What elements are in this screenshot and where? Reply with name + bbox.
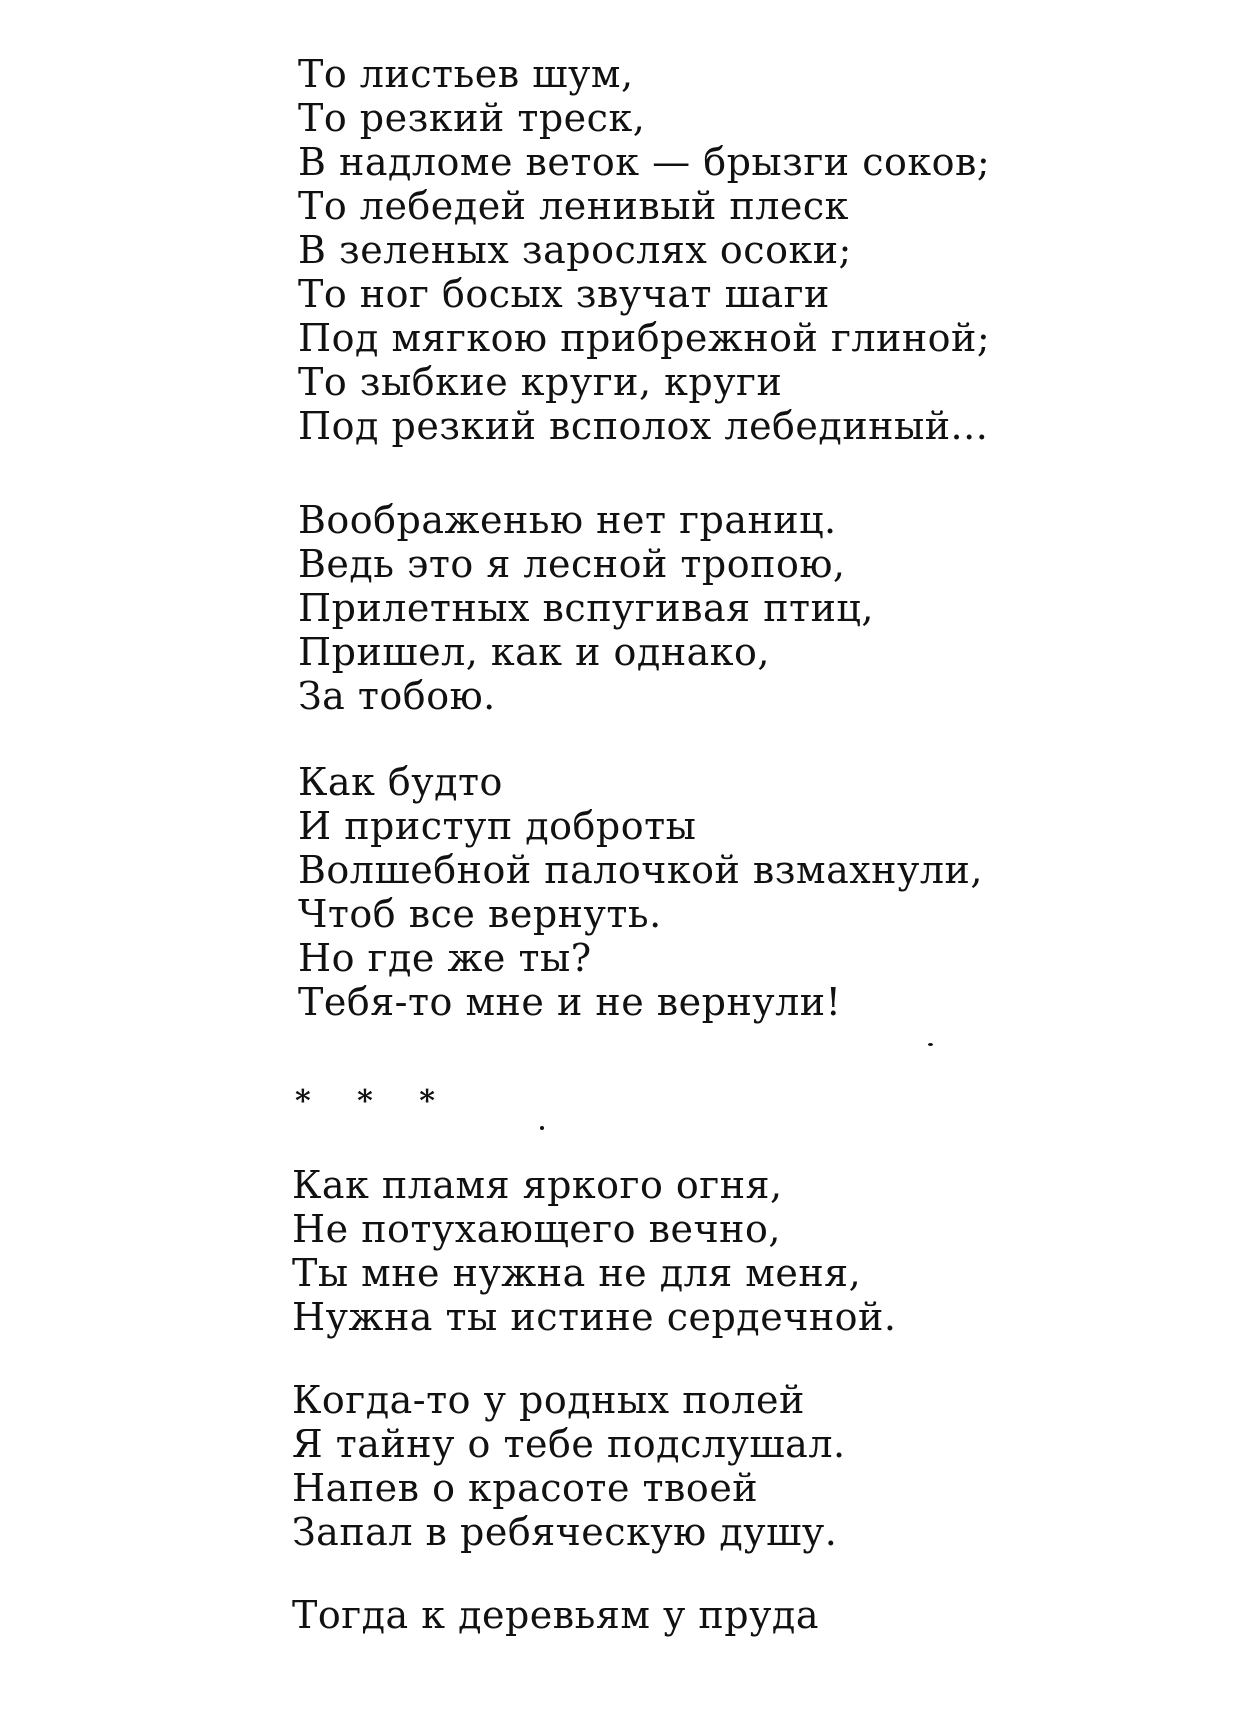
poem-line: То резкий треск, xyxy=(298,96,646,140)
poem-line: То ног босых звучат шаги xyxy=(298,272,830,316)
stanza-1 xyxy=(298,52,990,448)
poem-line: То зыбкие круги, круги xyxy=(298,360,783,404)
poem-line: То лебедей ленивый плеск xyxy=(298,184,849,228)
print-speck xyxy=(540,1126,544,1130)
poem-line: Ведь это я лесной тропою, xyxy=(298,542,846,586)
stanza-5 xyxy=(292,1378,846,1554)
poem-line: Тогда к деревьям у пруда xyxy=(292,1593,819,1637)
poem-line: Чтоб все вернуть. xyxy=(298,892,662,936)
poem-line: Тебя-то мне и не вернули! xyxy=(298,980,842,1024)
stanza-3 xyxy=(298,760,983,1024)
poem-line: Запал в ребяческую душу. xyxy=(292,1510,838,1554)
poem-line: Не потухающего вечно, xyxy=(292,1207,781,1251)
stanza-6 xyxy=(292,1593,819,1637)
poem-line: Пришел, как и однако, xyxy=(298,630,771,674)
poem-line: И приступ доброты xyxy=(298,804,697,848)
poem-line: То листьев шум, xyxy=(298,52,634,96)
stanza-2 xyxy=(298,498,874,718)
section-separator: * * * xyxy=(295,1084,453,1119)
poem-line: Как пламя яркого огня, xyxy=(292,1163,783,1207)
poem-line: В надломе веток — брызги соков; xyxy=(298,140,991,184)
poem-line: Волшебной палочкой взмахнули, xyxy=(298,848,983,892)
poem-line: Как будто xyxy=(298,760,503,804)
stanza-4 xyxy=(292,1163,896,1339)
poem-line: В зеленых зарослях осоки; xyxy=(298,228,852,272)
poem-line: Я тайну о тебе подслушал. xyxy=(292,1422,846,1466)
poem-line: Прилетных вспугивая птиц, xyxy=(298,586,874,630)
poem-line: Под резкий всполох лебединый... xyxy=(298,404,989,448)
poem-line: Но где же ты? xyxy=(298,936,592,980)
poem-line: Ты мне нужна не для меня, xyxy=(292,1251,862,1295)
poem-line: Нужна ты истине сердечной. xyxy=(292,1295,897,1339)
poem-line: Воображенью нет границ. xyxy=(298,498,837,542)
poem-line: Напев о красоте твоей xyxy=(292,1466,759,1510)
poem-line: Когда-то у родных полей xyxy=(292,1378,805,1422)
poem-line: За тобою. xyxy=(298,674,496,718)
poem-line: Под мягкою прибрежной глиной; xyxy=(298,316,991,360)
print-speck xyxy=(928,1043,933,1046)
